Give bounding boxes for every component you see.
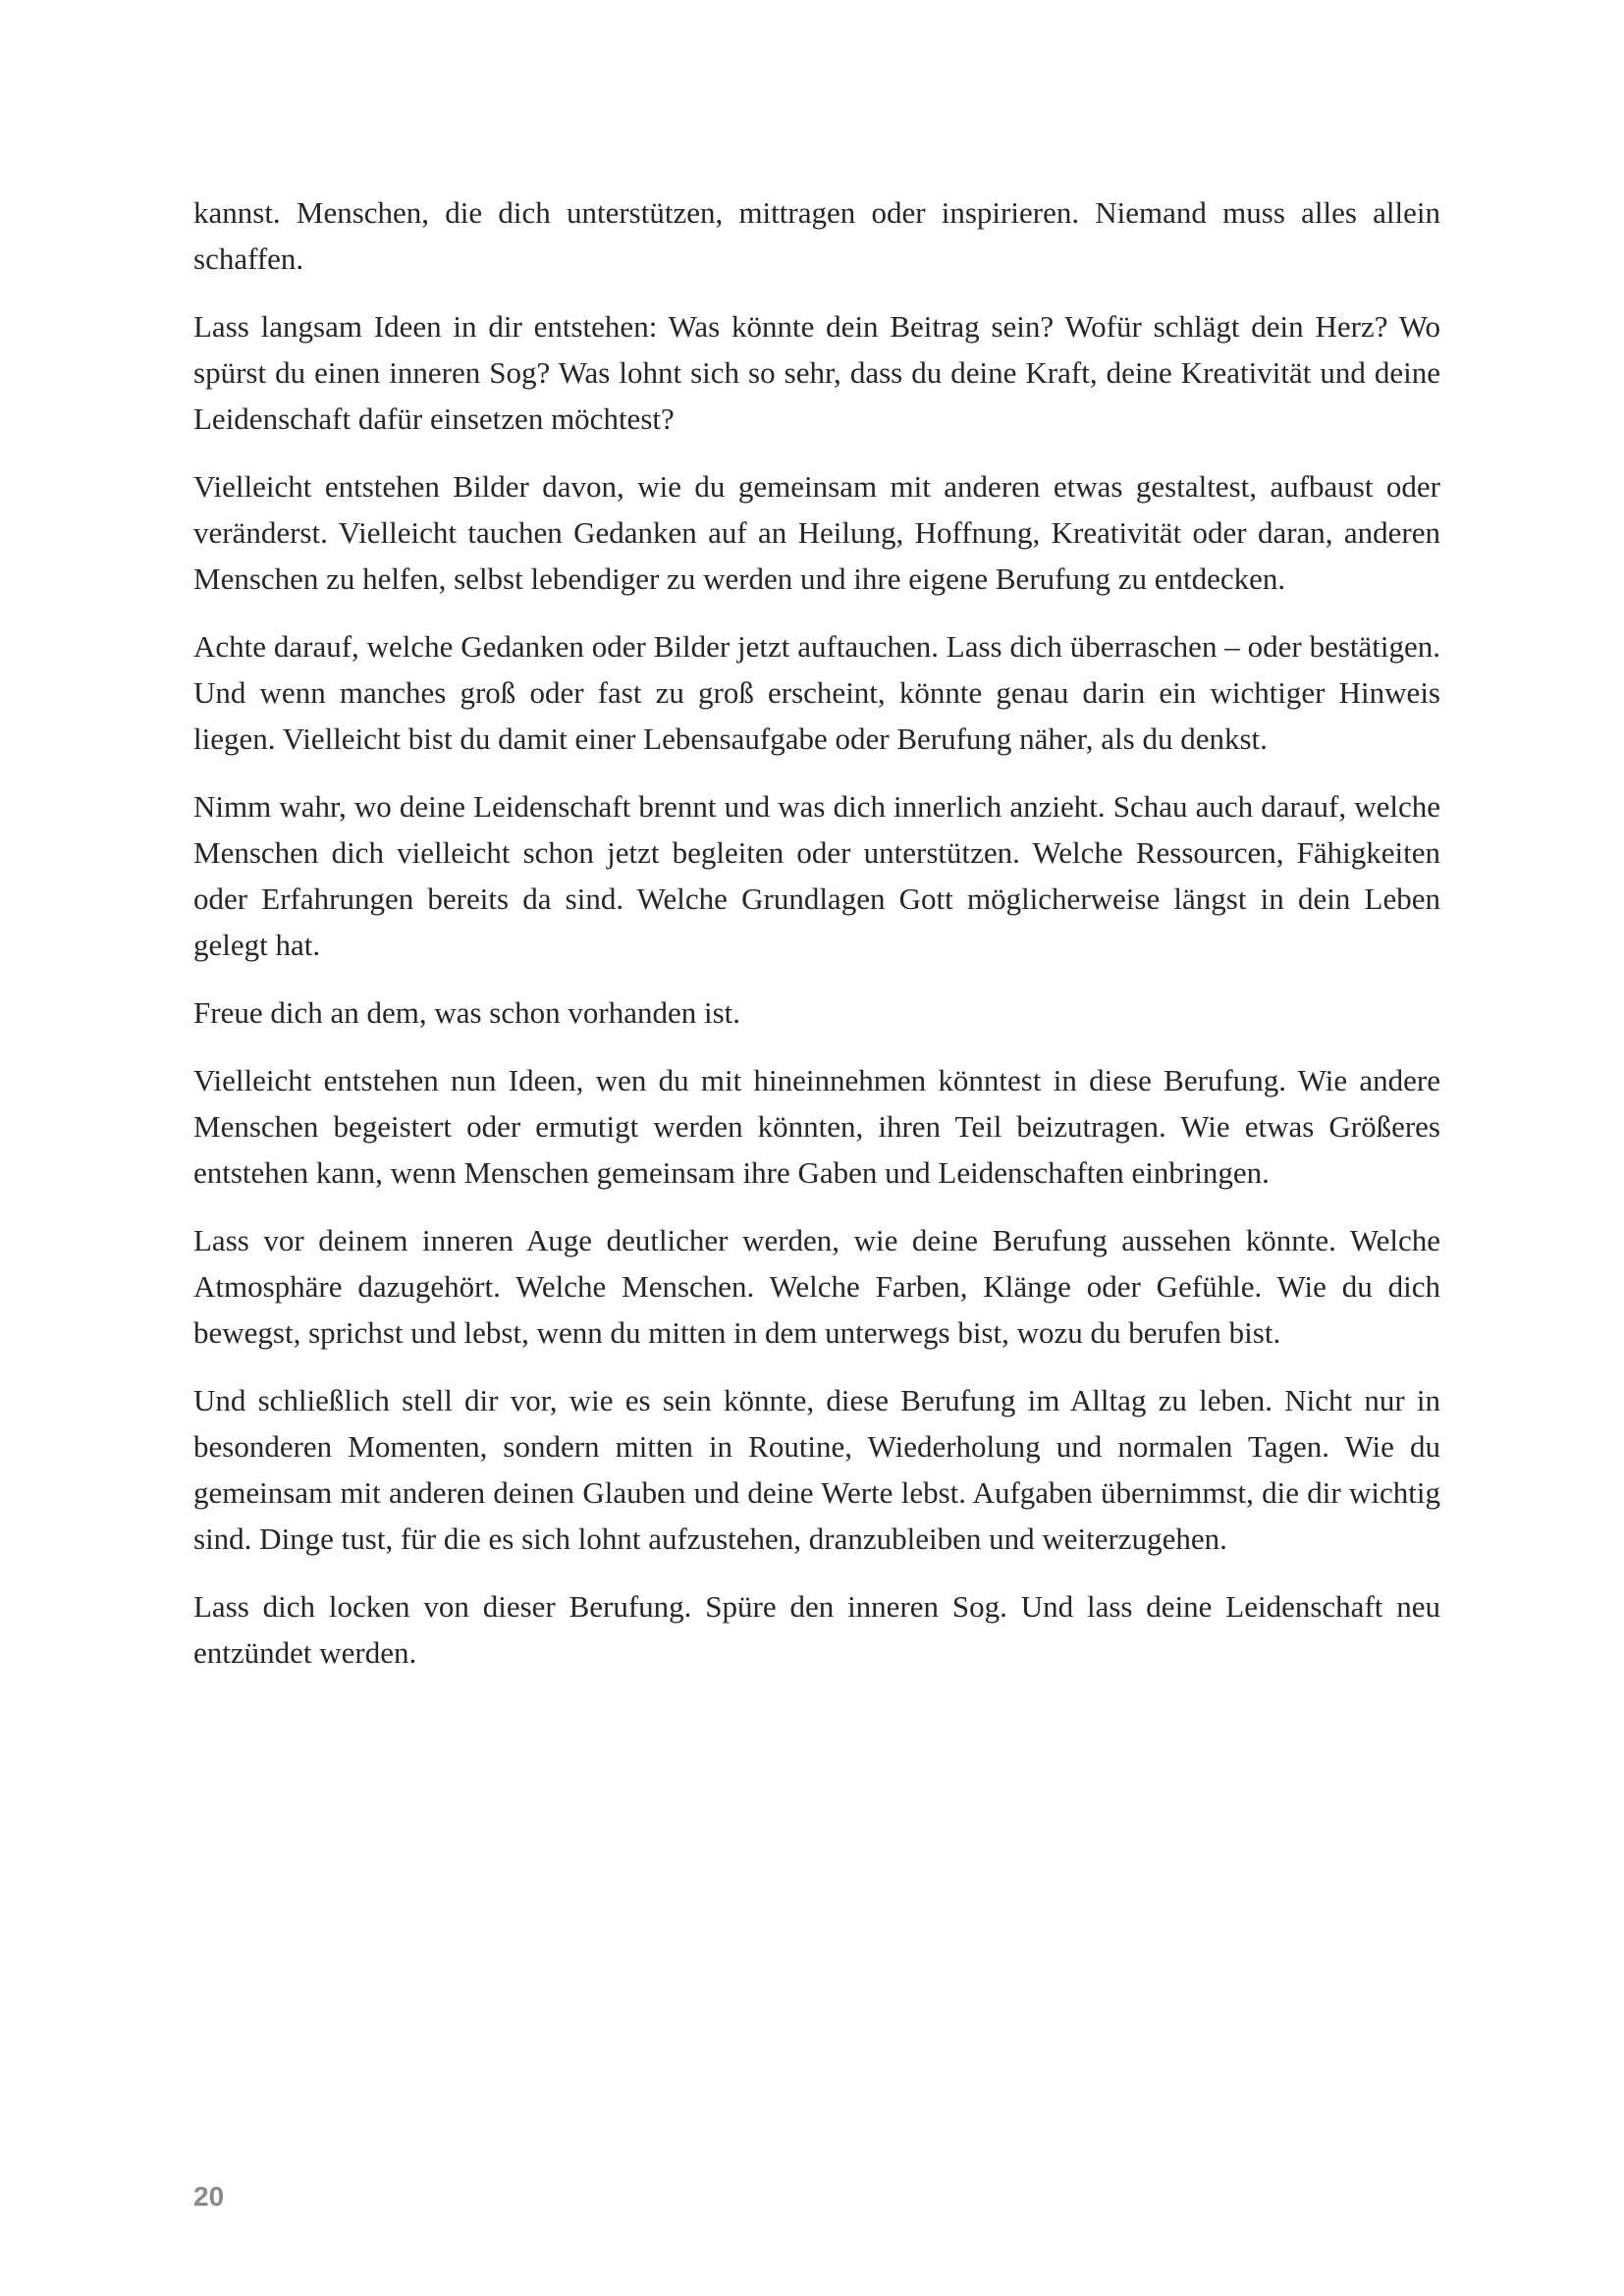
paragraph-9: Und schließlich stell dir vor, wie es sein könnte, diese Berufung im Alltag zu leben. Nicht nur in besonderen Momenten, sondern mitten in Routine, Wiederholung und normalen Tagen. Wie du gemeinsam mit anderen deinen Glauben und deine Werte lebst. Aufgaben übernimmst, die dir wichtig sind. Dinge tust, für die es sich lohnt aufzustehen, dranzubleiben und weiterzugehen. — [193, 1383, 1440, 1556]
paragraph-7: Vielleicht entstehen nun Ideen, wen du mit hineinnehmen könntest in diese Berufung. Wie andere Menschen begeistert oder ermutigt werden könnten, ihren Teil beizutragen. Wie etwas Größeres entstehen kann, wenn Menschen gemeinsam ihre Gaben und Leidenschaften einbringen. — [193, 1063, 1440, 1190]
paragraph-4: Achte darauf, welche Gedanken oder Bilder jetzt auftauchen. Lass dich überraschen – oder bestätigen. Und wenn manches groß oder fast zu groß erscheint, könnte genau darin ein wichtiger Hinweis liegen. Vielleicht bist du damit einer Lebensaufgabe oder Berufung näher, als du denkst. — [193, 629, 1440, 756]
body-text — [193, 189, 1440, 1697]
paragraph-6: Freue dich an dem, was schon vorhanden ist. — [193, 995, 741, 1030]
page-number: 20 — [193, 2181, 225, 2212]
paragraph-1: kannst. Menschen, die dich unterstützen, mittragen oder inspirieren. Niemand muss alles allein schaffen. — [193, 195, 1440, 276]
paragraph-3: Vielleicht entstehen Bilder davon, wie du gemeinsam mit anderen etwas gestaltest, aufbaust oder veränderst. Vielleicht tauchen Gedanken auf an Heilung, Hoffnung, Kreativität oder daran, anderen Menschen zu helfen, selbst lebendiger zu werden und ihre eigene Berufung zu entdecken. — [193, 469, 1440, 596]
paragraph-2: Lass langsam Ideen in dir entstehen: Was könnte dein Beitrag sein? Wofür schlägt dein Herz? Wo spürst du einen inneren Sog? Was lohnt sich so sehr, dass du deine Kraft, deine Kreativität und deine Leidenschaft dafür einsetzen möchtest? — [193, 309, 1440, 436]
paragraph-10: Lass dich locken von dieser Berufung. Spüre den inneren Sog. Und lass deine Leidenschaft neu entzündet werden. — [193, 1589, 1440, 1670]
paragraph-5: Nimm wahr, wo deine Leidenschaft brennt und was dich innerlich anzieht. Schau auch darauf, welche Menschen dich vielleicht schon jetzt begleiten oder unterstützen. Welche Ressourcen, Fähigkeiten oder Erfahrungen bereits da sind. Welche Grundlagen Gott möglicherweise längst in dein Leben gelegt hat. — [193, 789, 1440, 962]
paragraph-8: Lass vor deinem inneren Auge deutlicher werden, wie deine Berufung aussehen könnte. Welche Atmosphäre dazugehört. Welche Menschen. Welche Farben, Klänge oder Gefühle. Wie du dich bewegst, sprichst und lebst, wenn du mitten in dem unterwegs bist, wozu du berufen bist. — [193, 1223, 1440, 1350]
